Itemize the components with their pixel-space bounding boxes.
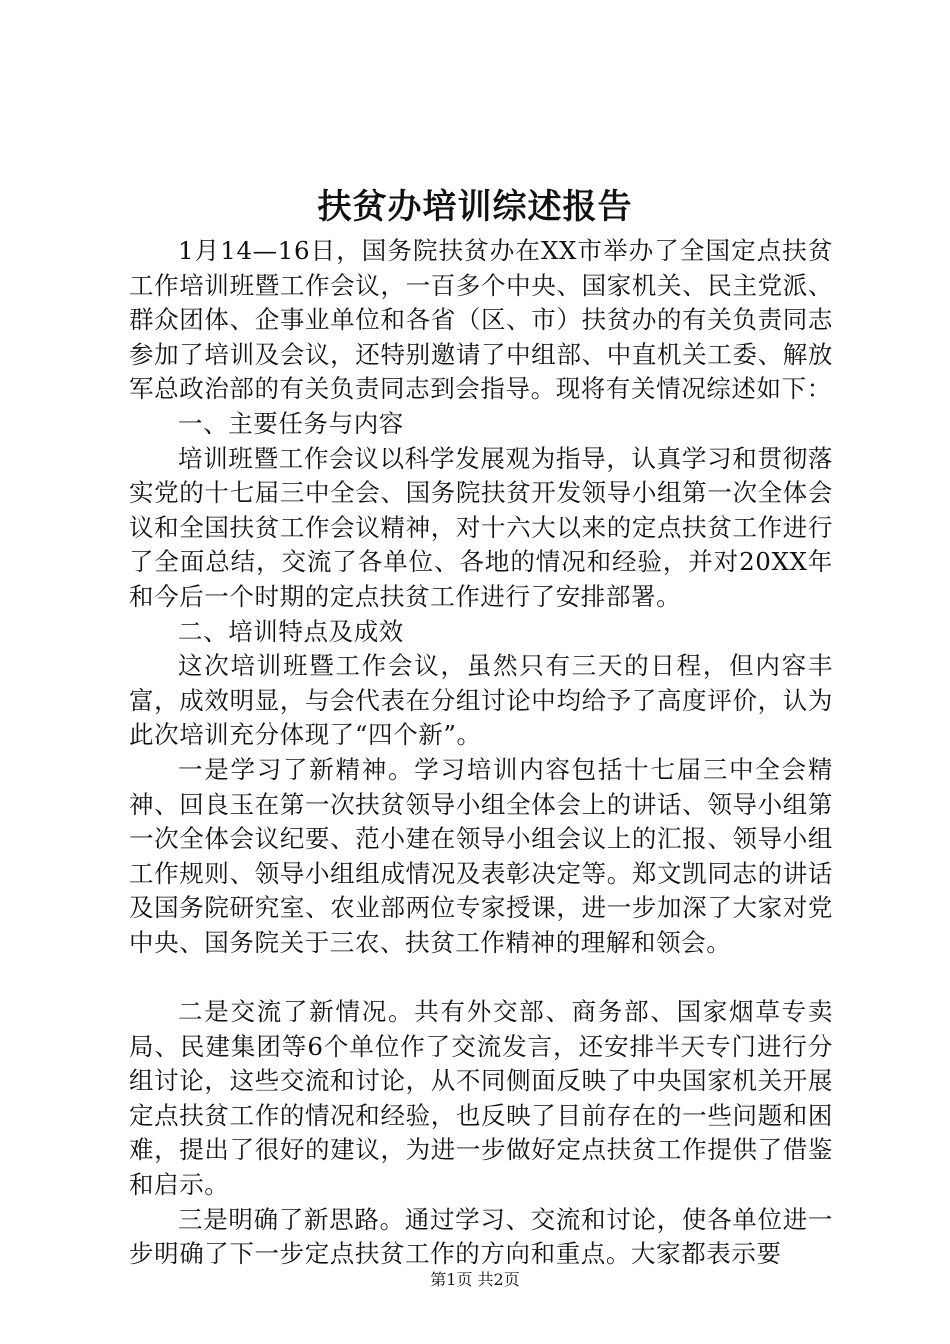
intro-paragraph: 1月14—16日，国务院扶贫办在XX市举办了全国定点扶贫工作培训班暨工作会议，一百多个中央、国家机关、民主党派、群众团体、企事业单位和各省（区、市）扶贫办的有关负责同志参加了培训及会议，还特别邀请了中组部、中直机关工委、解放军总政治部的有关负责同志到会指导。现将有关情况综述如下： bbox=[129, 236, 833, 404]
section-heading-1: 一、主要任务与内容 bbox=[178, 408, 404, 438]
document-body bbox=[129, 234, 833, 1272]
point-1-paragraph: 一是学习了新精神。学习培训内容包括十七届三中全会精神、回良玉在第一次扶贫领导小组全体会上的讲话、领导小组第一次全体会议纪要、范小建在领导小组会议上的汇报、领导小组工作规则、领导小组组成情况及表彰决定等。郑文凯同志的讲话及国务院研究室、农业部两位专家授课，进一步加深了大家对党中央、国务院关于三农、扶贫工作精神的理解和领会。 bbox=[129, 754, 833, 957]
section-heading-2: 二、培训特点及成效 bbox=[178, 616, 404, 646]
page-number: 第1页 共2页 bbox=[430, 1270, 520, 1289]
section-2-paragraph: 这次培训班暨工作会议，虽然只有三天的日程，但内容丰富，成效明显，与会代表在分组讨论中均给予了高度评价，认为此次培训充分体现了“四个新”。 bbox=[129, 651, 833, 750]
point-3-paragraph: 三是明确了新思路。通过学习、交流和讨论，使各单位进一步明确了下一步定点扶贫工作的方向和重点。大家都表示要 bbox=[129, 1204, 833, 1269]
point-2-paragraph: 二是交流了新情况。共有外交部、商务部、国家烟草专卖局、民建集团等6个单位作了交流发言，还安排半天专门进行分组讨论，这些交流和讨论，从不同侧面反映了中央国家机关开展定点扶贫工作的情况和经验，也反映了目前存在的一些问题和困难，提出了很好的建议，为进一步做好定点扶贫工作提供了借鉴和启示。 bbox=[129, 997, 833, 1200]
section-1-paragraph: 培训班暨工作会议以科学发展观为指导，认真学习和贯彻落实党的十七届三中全会、国务院扶贫开发领导小组第一次全体会议和全国扶贫工作会议精神，对十六大以来的定点扶贫工作进行了全面总结，交流了各单位、各地的情况和经验，并对20XX年和今后一个时期的定点扶贫工作进行了安排部署。 bbox=[129, 443, 833, 611]
document-title: 扶贫办培训综述报告 bbox=[317, 187, 633, 227]
